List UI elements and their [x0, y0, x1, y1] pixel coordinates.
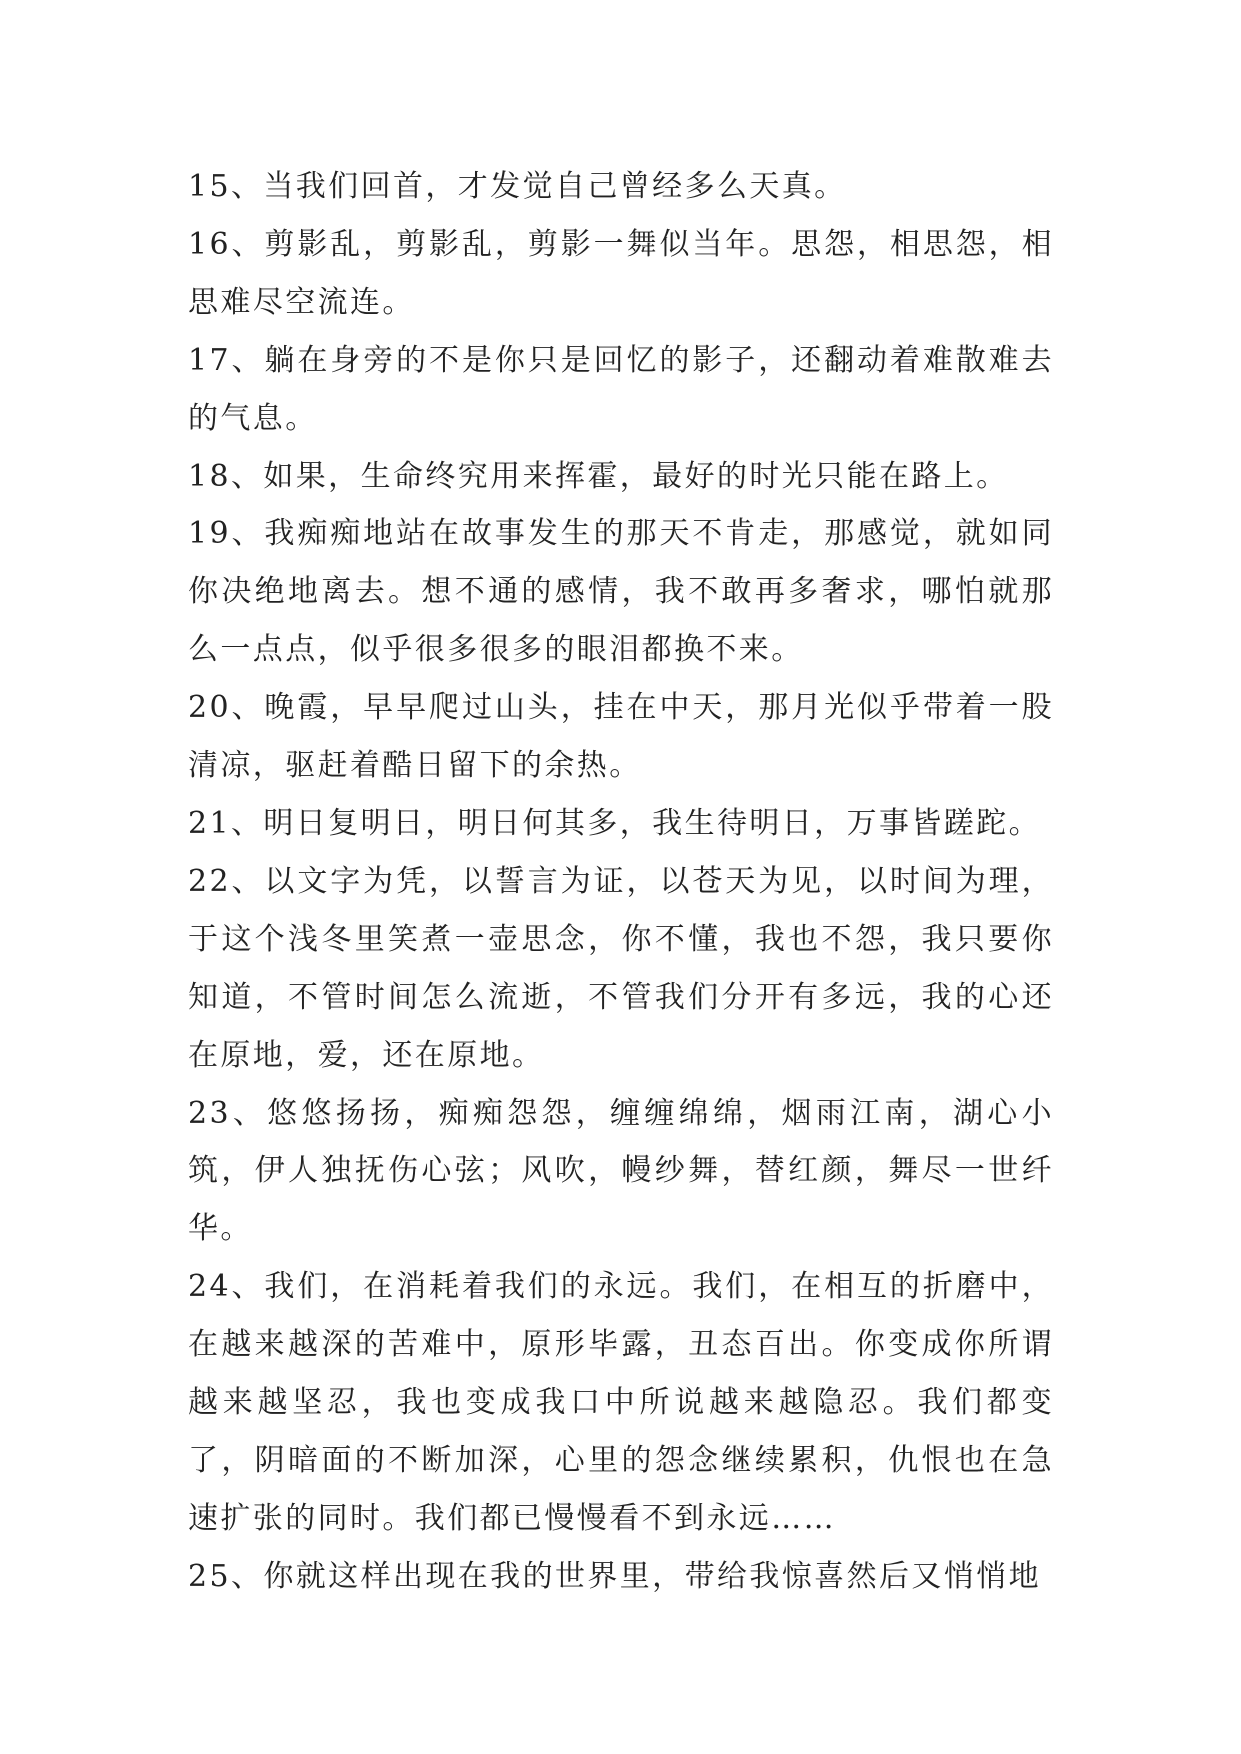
- paragraph-22: 22、以文字为凭，以誓言为证，以苍天为见，以时间为理，于这个浅冬里笑煮一壶思念，你不懂，我也不怨，我只要你知道，不管时间怎么流逝，不管我们分开有多远，我的心还在原地，爱，还在原地。: [188, 863, 1054, 1073]
- paragraph-16: 16、剪影乱，剪影乱，剪影一舞似当年。思怨，相思怨，相思难尽空流连。: [188, 226, 1054, 320]
- paragraph-23: 23、悠悠扬扬，痴痴怨怨，缠缠绵绵，烟雨江南，湖心小筑，伊人独抚伤心弦；风吹，幔纱舞，替红颜，舞尽一世纤华。: [188, 1095, 1054, 1247]
- paragraph-24: 24、我们，在消耗着我们的永远。我们，在相互的折磨中，在越来越深的苦难中，原形毕露，丑态百出。你变成你所谓越来越坚忍，我也变成我口中所说越来越隐忍。我们都变了，阴暗面的不断加深，心里的怨念继续累积，仇恨也在急速扩张的同时。我们都已慢慢看不到永远……: [188, 1269, 1054, 1536]
- paragraph-25: 25、你就这样出现在我的世界里，带给我惊喜然后又悄悄地: [188, 1558, 1041, 1594]
- paragraph-18: 18、如果，生命终究用来挥霍，最好的时光只能在路上。: [188, 458, 1009, 494]
- paragraph-20: 20、晚霞，早早爬过山头，挂在中天，那月光似乎带着一股清凉，驱赶着酷日留下的余热。: [188, 690, 1054, 784]
- body-text: [188, 158, 1054, 1606]
- paragraph-17: 17、躺在身旁的不是你只是回忆的影子，还翻动着难散难去的气息。: [188, 342, 1054, 436]
- paragraph-19: 19、我痴痴地站在故事发生的那天不肯走，那感觉，就如同你决绝地离去。想不通的感情，我不敢再多奢求，哪怕就那么一点点，似乎很多很多的眼泪都换不来。: [188, 516, 1054, 668]
- paragraph-15: 15、当我们回首，才发觉自己曾经多么天真。: [188, 169, 847, 204]
- paragraph-21: 21、明日复明日，明日何其多，我生待明日，万事皆蹉跎。: [188, 805, 1041, 841]
